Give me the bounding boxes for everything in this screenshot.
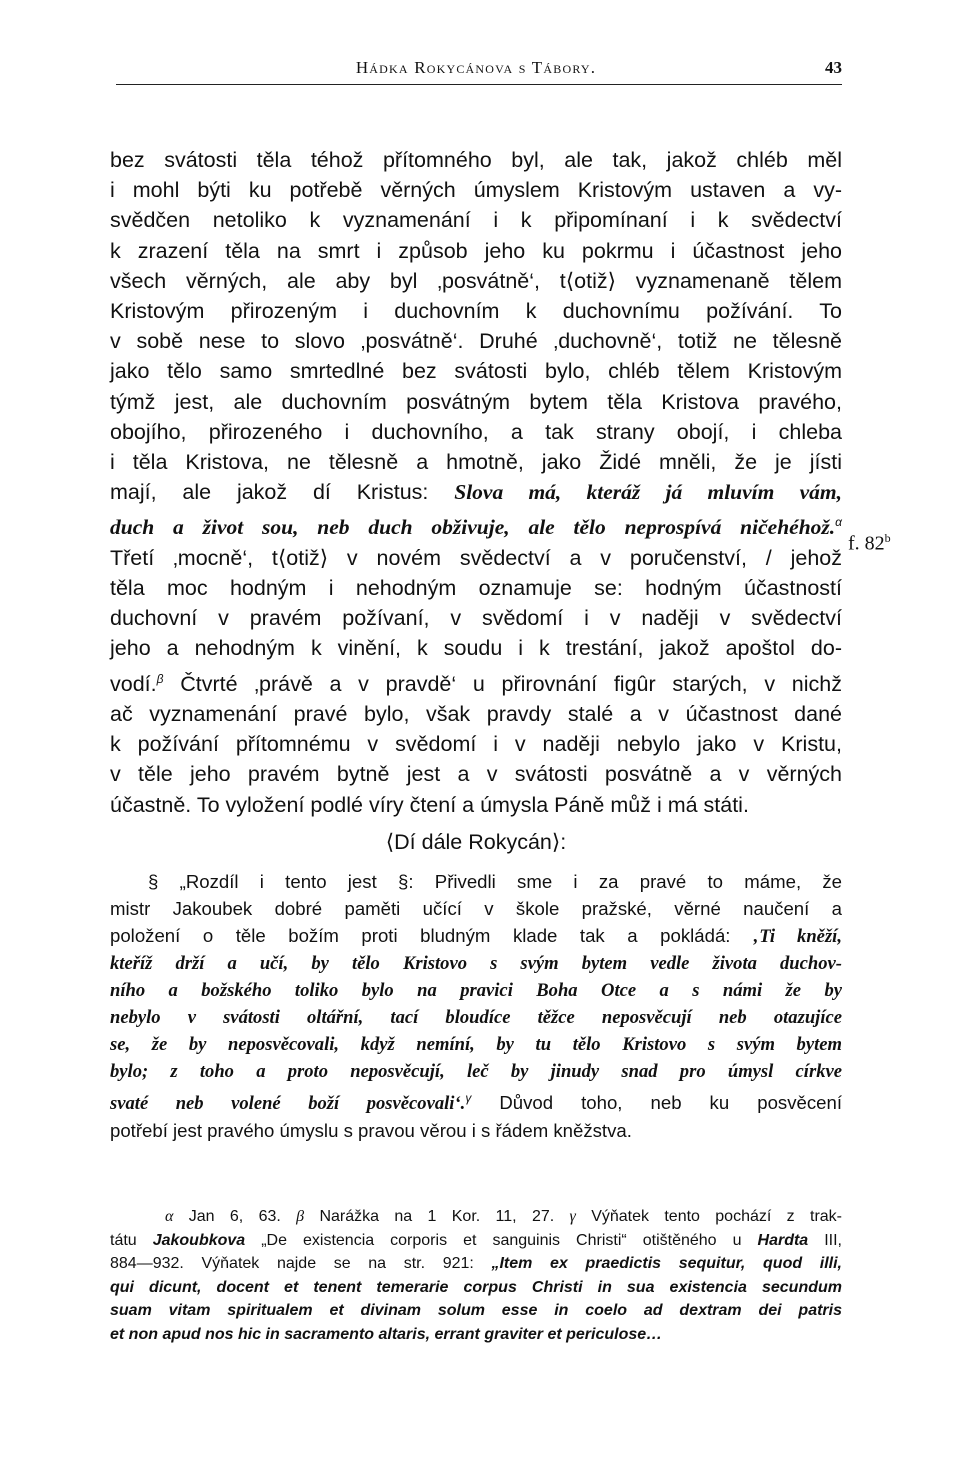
text-line: duchovní v pravém požívaní, v svědomí i v naději v svědectví [110,606,842,631]
text-line [110,664,842,699]
footnote-line: et non apud nos hic in sacramento altaris, errant graviter et periculose… [110,1325,663,1343]
footnote-text: tátu [110,1231,153,1249]
italic-quote: svaté neb volené boží posvěcovali‘. [110,1093,466,1115]
section-heading: ⟨Dí dále Rokycán⟩: [385,830,567,854]
text-line: jako tělo samo smrtedlné bez svátosti bylo, chléb tělem Kristovým [110,359,842,384]
text-line: i mohl býti ku potřebě věrných úmyslem Kristovým ustaven a vy- [110,178,842,203]
page-number: 43 [825,58,842,77]
text-line [110,1085,842,1117]
page-header [110,58,842,84]
footnote-italic: Hardta [757,1231,809,1249]
footnote-italic: Jakoubkova [152,1231,246,1249]
footnotes [110,1205,842,1347]
italic-quote: duch a život sou, neb duch obživuje, ale tělo neprospívá ničehéhož. [110,515,836,540]
header-rule [116,84,842,85]
footnote-line: qui dicunt, docent et tenent temerarie corpus Christi in sua existencia secundum [110,1278,842,1296]
text-line [110,507,842,542]
text-line: bez svátosti těla téhož přítomného byl, ale tak, jakož chléb měl [110,148,842,172]
footnote-text: Narážka na 1 Kor. 11, 27. [319,1208,555,1225]
folio-margin-note [848,531,891,556]
footnote-text: 884—932. Výňatek najde se na str. 921: [110,1255,492,1273]
running-title: Hádka Rokycánova s Tábory. [355,58,597,77]
footnote-text: III, [808,1231,842,1249]
footnote-line [110,1229,842,1253]
footnote-line [110,1252,842,1276]
footnote-marker-alpha[interactable]: α [835,515,842,530]
footnote-label-alpha: α [165,1208,174,1225]
quote-paragraph [110,868,842,1144]
text-line: všech věrných, ale aby byl ‚posvátně‘, t⟨otiž⟩ vyznamenaně tělem [110,268,842,293]
text-line: jeho a nehodným k vinění, k soudu i k trestání, jakož apoštol do- [110,636,842,661]
footnote-marker-gamma[interactable]: γ [465,1091,472,1105]
footnote-text: Výňatek tento pochází z trak- [591,1208,842,1225]
folio-label: f. 82 [848,532,885,555]
text-line: mistr Jakoubek dobré paměti učící v škole pražské, věrné naučení a [110,898,842,919]
text-line [110,922,842,950]
text-line: svědčen netoliko k vyznamenání i k připomínaní i k svědectví [110,208,842,233]
main-paragraph [110,145,842,820]
text-segment: : Přivedli sme i za pravé to máme, že [408,871,843,892]
text-line: Kristovým přirozeným i duchovním k duchovnímu požívání. To [110,299,842,324]
folio-side: b [884,531,891,545]
text-line: ač vyznamenání pravé bylo, však pravdy stalé a v účastnost dané [110,701,842,726]
paragraph-mark: § [148,871,159,892]
paragraph-mark: § [398,871,409,892]
text-line: k zrazení těla na smrt i způsob jeho ku pokrmu i účastnost jeho [110,238,842,263]
italic-quote: ‚Ti kněží, [753,926,842,947]
text-segment: Důvod toho, neb ku posvěcení [471,1092,842,1114]
text-line: i těla Kristova, ne tělesně a hmotně, jako Židé mněli, že je jísti [110,450,842,475]
footnote-text: Jan 6, 63. [188,1208,281,1225]
text-line: v sobě nese to slovo ‚posvátně‘. Druhé ‚duchovně‘, totiž ne tělesně [110,329,842,354]
text-segment: vodí. [110,671,157,696]
footnote-line: suam vitam spiritualem et divinam solum esse in coelo ad dextram dei patris [110,1302,842,1320]
text-line: bylo; z toho a proto neposvěcují, leč by jinudy snad pro úmysl církve [110,1061,842,1082]
text-line [110,477,842,507]
footnote-marker-beta[interactable]: β [156,671,164,686]
text-line: účastně. To vyložení podlé víry čtení a úmysla Páně můž i má státi. [110,792,749,817]
text-segment: položení o těle božím proti bludným klade tak a pokládá: [110,925,753,946]
footnote-label-gamma: γ [569,1208,576,1225]
text-line: v těle jeho pravém bytně jest a v svátosti posvátně a v věrných [110,762,842,787]
text-line: týmž jest, ale duchovním posvátným bytem těla Kristova pravého, [110,389,842,414]
footnote-line [110,1205,842,1229]
text-segment: mají, ale jakož dí Kristus: [110,480,429,505]
text-line: nebylo v svátosti oltářní, tací bloudíce těžce neposvěcují neb otazujíce [110,1007,842,1028]
text-line: potřebí jest pravého úmyslu s pravou věrou i s řádem kněžstva. [110,1120,632,1142]
text-line [110,868,842,895]
footnote-text: „De existencia corporis et sanguinis Christi“ otištěného u [245,1231,758,1249]
text-line: těla moc hodným i nehodným oznamuje se: hodným účastností [110,576,842,600]
text-line: obojího, přirozeného i duchovního, a tak strany obojí, i chleba [110,419,842,444]
text-line: k požívání přítomnému v svědomí i v naději nebylo jako v Kristu, [110,732,842,757]
text-line: ního a božského toliko bylo na pravici Boha Otce a s námi že by [110,980,842,1001]
text-line: kteříž drží a učí, by tělo Kristovo s svým bytem vedle života duchov- [110,953,842,974]
footnote-italic: „Item ex praedictis sequitur, quod illi, [491,1255,842,1273]
text-line: se, že by neposvěcovali, když nemíní, by tu tělo Kristovo s svým bytem [110,1034,842,1055]
text-line: Třetí ‚mocně‘, t⟨otiž⟩ v novém svědectví a v poručenství, / jehož [110,545,842,570]
footnote-label-beta: β [296,1208,305,1225]
text-segment: „Rozdíl i tento jest [179,871,377,892]
text-segment: Čtvrté ‚právě a v pravdě‘ u přirovnání figûr starých, v nichž [180,671,842,696]
italic-quote: Slova má, kteráž já mluvím vám, [454,480,842,505]
